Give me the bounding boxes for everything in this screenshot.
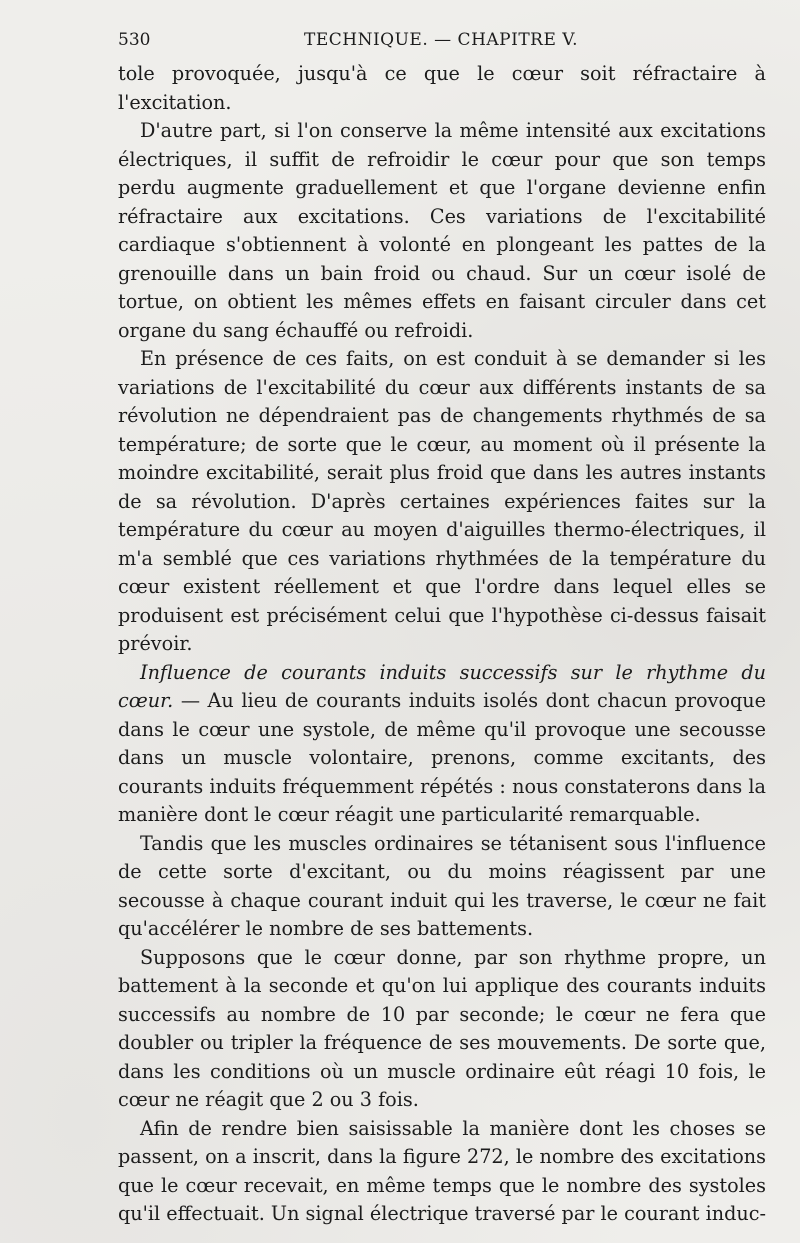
body-text bbox=[118, 60, 766, 1229]
paragraph-2: D'autre part, si l'on conserve la même intensité aux excitations électriques, il suffit de refroidir le cœur pour que son temps perdu augmente graduellement et que l'organe devienne enfin réfractaire aux excitations. Ces variations de l'excitabilité cardiaque s'obtiennent à volonté en plongeant les pattes de la grenouille dans un bain froid ou chaud. Sur un cœur isolé de tortue, on obtient les mêmes effets en faisant circuler dans cet organe du sang échauffé ou refroidi. bbox=[118, 119, 766, 342]
running-title: TECHNIQUE. — CHAPITRE V. bbox=[304, 30, 578, 50]
page-header bbox=[118, 30, 768, 56]
paragraph-4 bbox=[118, 659, 766, 830]
paragraph-3: En présence de ces faits, on est conduit à se demander si les variations de l'excitabilité du cœur aux différents instants de sa révolution ne dépendraient pas de changements rhythmés de sa température; de sorte que le cœur, au moment où il présente la moindre excitabilité, serait plus froid que dans les autres instants de sa révolution. D'après certaines expériences faites sur la température du cœur au moyen d'aiguilles thermo-électriques, il m'a semblé que ces variations rhythmées de la température du cœur existent réellement et que l'ordre dans lequel elles se produisent est précisément celui que l'hypothèse ci-dessus faisait prévoir. bbox=[118, 347, 766, 655]
paragraph-1: tole provoquée, jusqu'à ce que le cœur soit réfractaire à l'excitation. bbox=[118, 62, 766, 114]
paragraph-7: Afin de rendre bien saisissable la manière dont les choses se passent, on a inscrit, dans la figure 272, le nombre des excitations que le cœur recevait, en même temps que le nombre des systoles qu'il effectuait. Un signal électrique traversé par le courant induc- bbox=[118, 1116, 766, 1225]
paragraph-6: Supposons que le cœur donne, par son rhythme propre, un battement à la seconde et qu'on lui applique des courants induits successifs au nombre de 10 par seconde; le cœur ne fera que doubler ou tripler la fréquence de ses mouvements. De sorte que, dans les conditions où un muscle ordinaire eût réagi 10 fois, le cœur ne réagit que 2 ou 3 fois. bbox=[118, 945, 766, 1111]
paragraph-5: Tandis que les muscles ordinaires se tétanisent sous l'influence de cette sorte d'excitant, ou du moins réagissent par une secousse à chaque courant induit qui les traverse, le cœur ne fait qu'accélérer le nombre de ses battements. bbox=[118, 831, 766, 940]
paragraph-4-text: — Au lieu de courants induits isolés dont chacun provoque dans le cœur une systole, de même qu'il provoque une secousse dans un muscle volontaire, prenons, comme excitants, des courants induits fréquemment répétés : nous constaterons dans la manière dont le cœur réagit une particularité remarquable. bbox=[118, 689, 766, 826]
page-number: 530 bbox=[118, 30, 151, 50]
section-heading: Influence de courants induits successifs sur le rhythme du cœur. bbox=[118, 660, 766, 712]
